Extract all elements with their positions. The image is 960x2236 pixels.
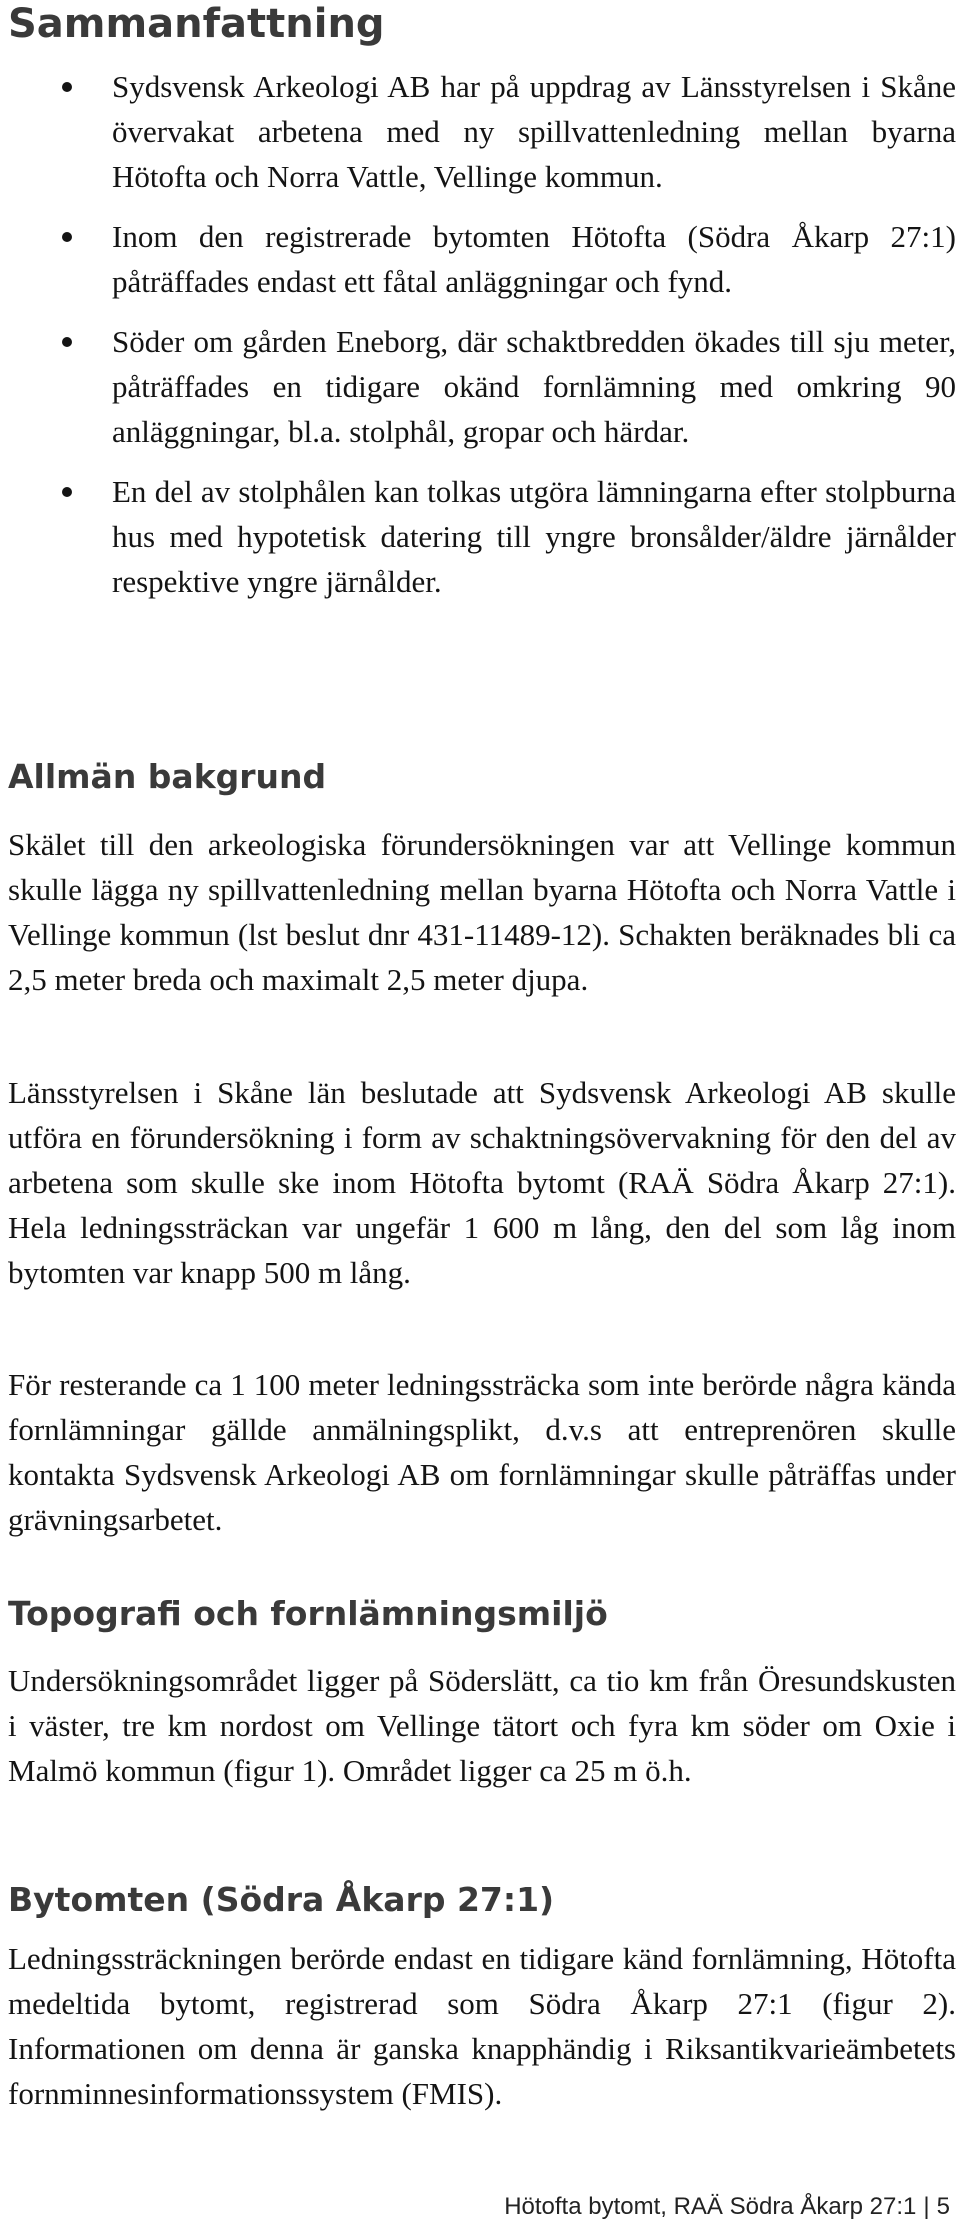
- village-heading: Bytomten (Södra Åkarp 27:1): [8, 1880, 555, 1919]
- summary-bullet-item: [0, 214, 956, 304]
- summary-bullet-text: En del av stolphålen kan tolkas utgöra lämningarna efter stolpburna hus med hypotetisk datering till yngre bronsålder/äldre järnålder respektive yngre järnålder.: [112, 474, 956, 599]
- background-paragraph: [8, 1362, 956, 1542]
- paragraph-text: Ledningssträckningen berörde endast en tidigare känd fornlämning, Hötofta medeltida bytomt, registrerad som Södra Åkarp 27:1 (figur 2). Informationen om denna är ganska knapphändig i Riksantikvarieämbetets fornminnesinformationssystem (FMIS).: [8, 1941, 956, 2111]
- footer-separator: |: [923, 2193, 930, 2220]
- topography-paragraph: [8, 1658, 956, 1793]
- summary-bullet-list: [0, 64, 956, 619]
- summary-heading: Sammanfattning: [8, 1, 385, 47]
- background-paragraph: [8, 822, 956, 1002]
- summary-bullet-item: [0, 64, 956, 199]
- summary-bullet-text: Inom den registrerade bytomten Hötofta (Södra Åkarp 27:1) påträffades endast ett fåtal anläggningar och fynd.: [112, 219, 956, 299]
- paragraph-text: Undersökningsområdet ligger på Söderslätt, ca tio km från Öresundskusten i väster, tre km nordost om Vellinge tätort och fyra km söder om Oxie i Malmö kommun (figur 1). Området ligger ca 25 m ö.h.: [8, 1663, 956, 1788]
- paragraph-text: För resterande ca 1 100 meter ledningssträcka som inte berörde några kända fornlämningar gällde anmälningsplikt, d.v.s att entreprenören skulle kontakta Sydsvensk Arkeologi AB om fornlämningar skulle påträffas under grävningsarbetet.: [8, 1367, 956, 1537]
- background-heading: Allmän bakgrund: [8, 757, 327, 796]
- paragraph-text: Skälet till den arkeologiska förundersökningen var att Vellinge kommun skulle lägga ny spillvattenledning mellan byarna Hötofta och Norra Vattle i Vellinge kommun (lst beslut dnr 431-11489-12). Schakten beräknades bli ca 2,5 meter breda och maximalt 2,5 meter djupa.: [8, 827, 956, 997]
- bullet-dot-icon: [62, 487, 72, 497]
- bullet-dot-icon: [62, 232, 72, 242]
- summary-bullet-text: Söder om gården Eneborg, där schaktbredden ökades till sju meter, påträffades en tidigare okänd fornlämning med omkring 90 anläggningar, bl.a. stolphål, gropar och härdar.: [112, 324, 956, 449]
- paragraph-text: Länsstyrelsen i Skåne län beslutade att Sydsvensk Arkeologi AB skulle utföra en förundersökning i form av schaktningsövervakning för den del av arbetena som skulle ske inom Hötofta bytomt (RAÄ Södra Åkarp 27:1). Hela ledningssträckan var ungefär 1 600 m lång, den del som låg inom bytomten var knapp 500 m lång.: [8, 1075, 956, 1290]
- topography-heading: Topografi och fornlämningsmiljö: [8, 1594, 608, 1633]
- background-paragraph: [8, 1070, 956, 1295]
- summary-bullet-text: Sydsvensk Arkeologi AB har på uppdrag av Länsstyrelsen i Skåne övervakat arbetena med ny spillvattenledning mellan byarna Hötofta och Norra Vattle, Vellinge kommun.: [112, 69, 956, 194]
- summary-bullet-item: [0, 319, 956, 454]
- bullet-dot-icon: [62, 82, 72, 92]
- footer-title: Hötofta bytomt, RAÄ Södra Åkarp 27:1: [504, 2193, 917, 2220]
- page-number: 5: [936, 2193, 950, 2220]
- village-paragraph: [8, 1936, 956, 2116]
- bullet-dot-icon: [62, 337, 72, 347]
- summary-bullet-item: [0, 469, 956, 604]
- page-footer: [504, 2192, 950, 2222]
